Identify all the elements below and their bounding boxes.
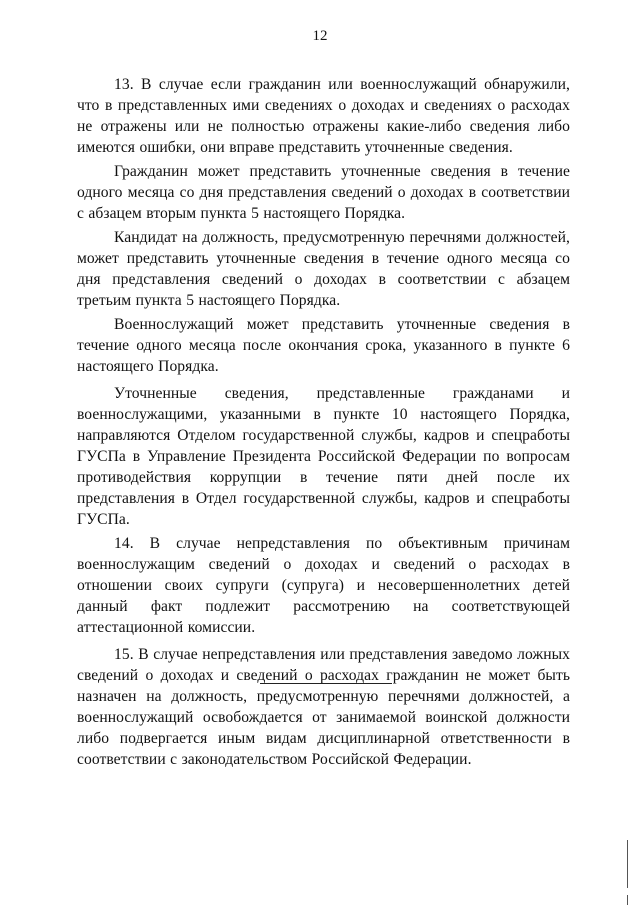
scan-edge-mark (627, 840, 628, 888)
paragraph-candidate-clarification: Кандидат на должность, предусмотренную перечнями должностей, может представить уточненные сведения в течение одного месяца со дня представления сведений о доходах в соответствии с абзацем третьим пункта 5 настоящего Порядка. (77, 229, 570, 309)
paragraph-item-15: 15. В случае непредставления или представления заведомо ложных сведений о доходах и сведений о расходах гражданин не может быть назначен на должность, предусмотренную перечнями должностей, а военнослужащий освобождается от занимаемой воинской должности либо подвергается иным видам дисциплинарной ответственности в соответствии с законодательством Российской Федерации. (77, 646, 570, 768)
document-body (77, 74, 570, 770)
end-separator-line (260, 683, 392, 684)
paragraph-clarification-forwarding: Уточненные сведения, представленные гражданами и военнослужащими, указанными в пункте 10 настоящего Порядка, направляются Отделом государственной службы, кадров и спецработы ГУСПа в Управление Президента Российской Федерации по вопросам противодействия коррупции в течение пяти дней после их представления в Отдел государственной службы, кадров и спецработы ГУСПа. (77, 385, 570, 528)
scan-edge-mark-lower (627, 895, 628, 905)
paragraph-item-13: 13. В случае если гражданин или военнослужащий обнаружили, что в представленных ими сведениях о доходах и сведениях о расходах не отражены или не полностью отражены какие-либо сведения либо имеются ошибки, они вправе представить уточненные сведения. (77, 76, 570, 156)
paragraph-serviceman-clarification: Военнослужащий может представить уточненные сведения в течение одного месяца после окончания срока, указанного в пункте 6 настоящего Порядка. (77, 316, 570, 375)
paragraph-item-14: 14. В случае непредставления по объективным причинам военнослужащим сведений о доходах и сведений о расходах в отношении своих супруги (супруга) и несовершеннолетних детей данный факт подлежит рассмотрению на соответствующей аттестационной комиссии. (77, 535, 570, 636)
page-number: 12 (312, 28, 328, 44)
paragraph-citizen-clarification: Гражданин может представить уточненные сведения в течение одного месяца со дня представления сведений о доходах в соответствии с абзацем вторым пункта 5 настоящего Порядка. (77, 163, 570, 222)
